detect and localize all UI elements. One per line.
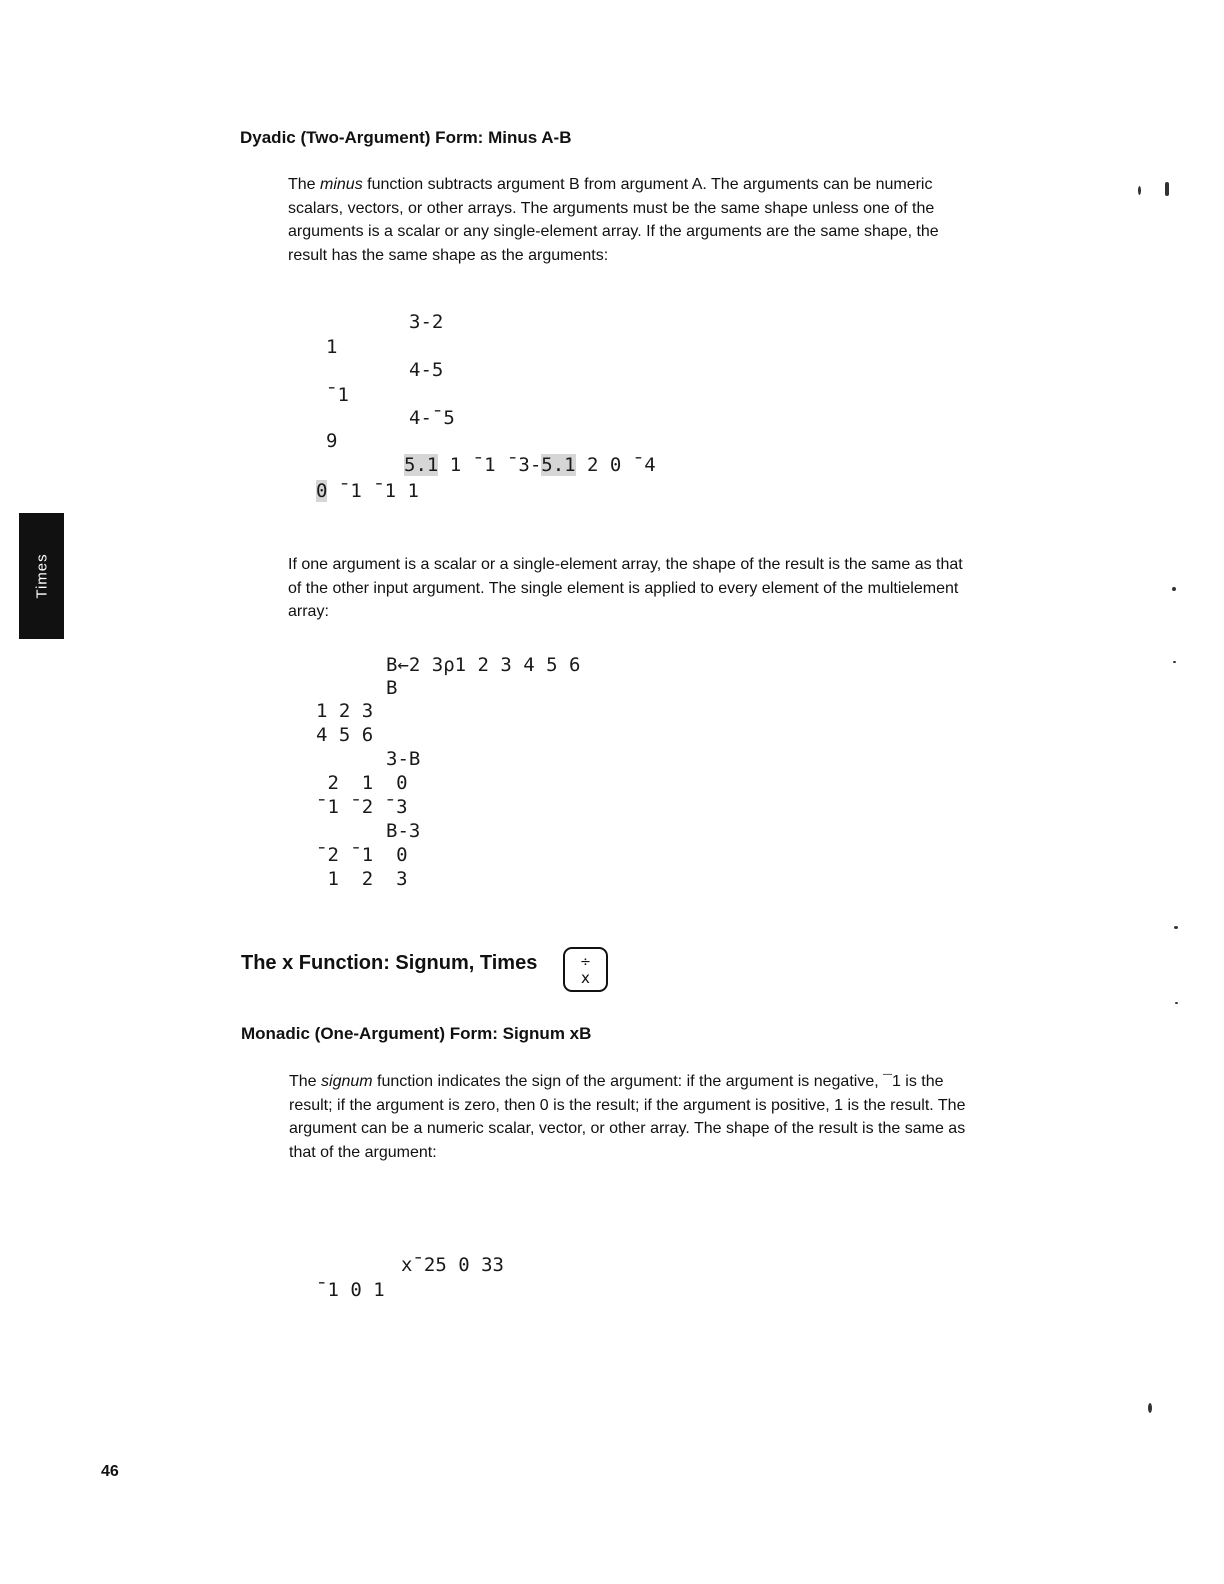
highlighted-value: 5.1 (404, 454, 439, 476)
signum-heading: Monadic (One-Argument) Form: Signum xB (241, 1024, 592, 1043)
signum-description-lead: The (289, 1073, 322, 1090)
signum-description (289, 1070, 979, 1165)
code-output: 1 (326, 336, 338, 358)
code-output: ¯2 ¯1 0 (316, 844, 408, 866)
scan-mark (1172, 587, 1176, 591)
minus-description-rest: function subtracts argument B from argument A. The arguments can be numeric scalars, vectors, or other arrays. The arguments must be the same shape unless one of the arguments is a scalar or any single-element array. If the arguments are the same shape, the result has the same shape as the arguments: (288, 176, 939, 265)
code-output: ¯1 0 1 (316, 1279, 385, 1301)
code-output: 4 5 6 (316, 724, 374, 746)
code-input: 4-¯5 (409, 407, 455, 429)
scan-mark (1173, 661, 1176, 663)
highlighted-value: 0 (316, 480, 328, 502)
code-input: 4-5 (409, 359, 444, 381)
code-output: 2 1 0 (316, 772, 408, 794)
minus-heading: Dyadic (Two-Argument) Form: Minus A-B (240, 128, 572, 147)
scan-mark (1148, 1403, 1152, 1413)
code-input: B (386, 677, 398, 699)
signum-term: signum (321, 1073, 373, 1090)
code-output: 9 (326, 430, 338, 452)
code-segment: 2 0 ¯4 (575, 454, 656, 476)
apl-keycap-icon (563, 947, 608, 992)
minus-term: minus (320, 176, 363, 193)
page-number: 46 (101, 1463, 119, 1480)
code-output: 1 2 3 (316, 868, 408, 890)
scan-mark (1175, 1002, 1178, 1004)
signum-description-rest: function indicates the sign of the argument: if the argument is negative, ¯1 is the result; if the argument is zero, then 0 is the result; if the argument is positive, 1 is the result. The argument can be a numeric scalar, vector, or other array. The shape of the result is the same as that of the argument: (289, 1073, 966, 1162)
code-output (316, 482, 419, 501)
scan-mark (1165, 182, 1169, 196)
minus-description (288, 173, 978, 268)
code-input: 3-B (386, 748, 421, 770)
scan-mark (1138, 186, 1141, 195)
code-output: 1 2 3 (316, 700, 374, 722)
code-input (404, 456, 656, 475)
code-segment: 1 ¯1 ¯3- (438, 454, 542, 476)
side-tab-label: Times (33, 553, 50, 599)
code-input: B←2 3⍴1 2 3 4 5 6 (386, 654, 581, 676)
keycap-divide-symbol: ÷ (580, 955, 591, 970)
code-output: ¯1 ¯2 ¯3 (316, 796, 408, 818)
code-input: B-3 (386, 820, 421, 842)
minus-description-lead: The (288, 176, 321, 193)
code-input: 3-2 (409, 311, 444, 333)
code-output: ¯1 (326, 384, 349, 406)
scan-mark (1174, 926, 1178, 929)
times-heading: The x Function: Signum, Times (241, 952, 538, 974)
scalar-extension-description: If one argument is a scalar or a single-element array, the shape of the result is the same as that of the other input argument. The single element is applied to every element of the multielement array: (288, 556, 963, 621)
highlighted-value: 5.1 (541, 454, 576, 476)
section-side-tab (19, 513, 64, 639)
code-segment: ¯1 ¯1 1 (327, 480, 419, 502)
keycap-times-symbol: x (581, 969, 590, 987)
code-input: x¯25 0 33 (401, 1254, 504, 1276)
